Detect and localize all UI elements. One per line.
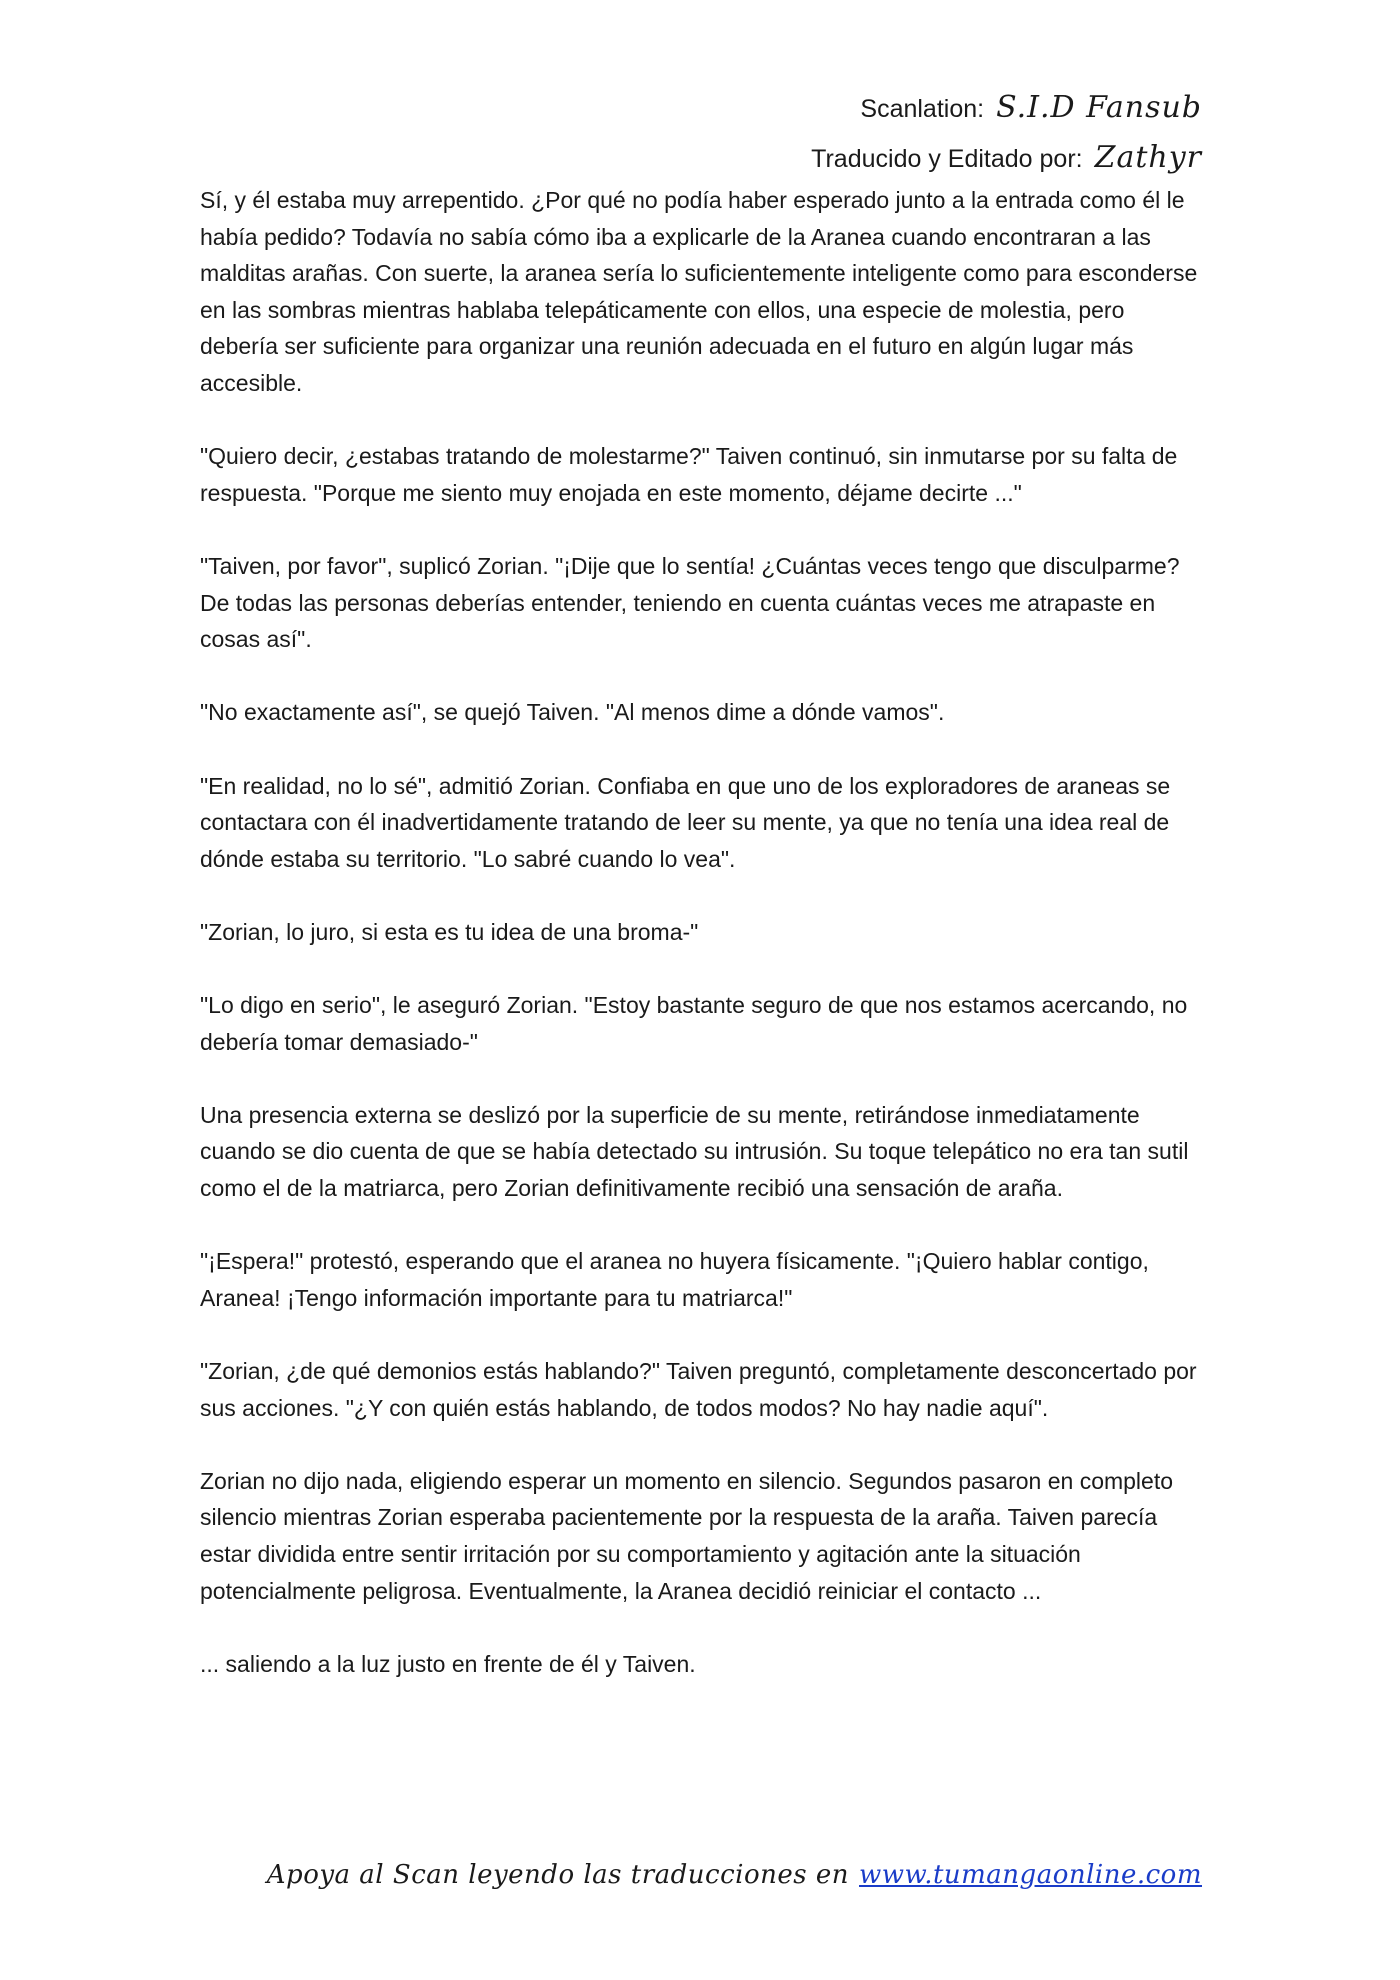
paragraph: "No exactamente así", se quejó Taiven. "Al menos dime a dónde vamos". bbox=[200, 699, 945, 726]
footer-text: Apoya al Scan leyendo las traducciones en bbox=[266, 1860, 850, 1890]
translator-name: Zathyr bbox=[1094, 140, 1202, 175]
paragraph: "Zorian, lo juro, si esta es tu idea de una broma-" bbox=[200, 918, 699, 945]
paragraph: Una presencia externa se deslizó por la superficie de su mente, retirándose inmediatamente cuando se dio cuenta de que se había detectado su intrusión. Su toque telepático no era tan sutil como el de la matriarca, pero Zorian definitivamente recibió una sensación de araña. bbox=[200, 1101, 1189, 1202]
paragraph: "Taiven, por favor", suplicó Zorian. "¡Dije que lo sentía! ¿Cuántas veces tengo que disculparme? De todas las personas deberías entender, teniendo en cuenta cuántas veces me atrapaste en cosas así". bbox=[200, 552, 1180, 653]
support-footer bbox=[267, 1860, 1202, 1890]
translator-credit bbox=[811, 140, 1202, 175]
paragraph: "Lo digo en serio", le aseguró Zorian. "Estoy bastante seguro de que nos estamos acercando, no debería tomar demasiado-" bbox=[200, 992, 1188, 1055]
paragraph: Zorian no dijo nada, eligiendo esperar un momento en silencio. Segundos pasaron en completo silencio mientras Zorian esperaba pacientemente por la respuesta de la araña. Taiven parecía estar dividida entre sentir irritación por su comportamiento y agitación ante la situación potencialmente peligrosa. Eventualmente, la Aranea decidió reiniciar el contacto ... bbox=[200, 1467, 1174, 1604]
scanlation-group: S.I.D Fansub bbox=[996, 90, 1202, 125]
paragraph: "Zorian, ¿de qué demonios estás hablando?" Taiven preguntó, completamente desconcertado por sus acciones. "¿Y con quién estás hablando, de todos modos? No hay nadie aquí". bbox=[200, 1358, 1197, 1421]
scanlation-credit bbox=[860, 90, 1202, 125]
paragraph: "En realidad, no lo sé", admitió Zorian. Confiaba en que uno de los exploradores de araneas se contactara con él inadvertidamente tratando de leer su mente, ya que no tenía una idea real de dónde estaba su territorio. "Lo sabré cuando lo vea". bbox=[200, 772, 1171, 872]
footer-link[interactable]: www.tumangaonline.com bbox=[859, 1860, 1202, 1890]
paragraph: ... saliendo a la luz justo en frente de él y Taiven. bbox=[200, 1650, 696, 1677]
paragraph: "Quiero decir, ¿estabas tratando de molestarme?" Taiven continuó, sin inmutarse por su falta de respuesta. "Porque me siento muy enojada en este momento, déjame decirte ..." bbox=[200, 443, 1178, 506]
paragraph: "¡Espera!" protestó, esperando que el aranea no huyera físicamente. "¡Quiero hablar contigo, Aranea! ¡Tengo información importante para tu matriarca!" bbox=[200, 1248, 1149, 1311]
story-text bbox=[200, 182, 1205, 1719]
paragraph: Sí, y él estaba muy arrepentido. ¿Por qué no podía haber esperado junto a la entrada como él le había pedido? Todavía no sabía cómo iba a explicarle de la Aranea cuando encontraran a las malditas arañas. Con suerte, la aranea sería lo suficientemente inteligente como para esconderse en las sombras mientras hablaba telepáticamente con ellos, una especie de molestia, pero debería ser suficiente para organizar una reunión adecuada en el futuro en algún lugar más accesible. bbox=[200, 187, 1198, 396]
scanlation-label: Scanlation: bbox=[860, 95, 985, 123]
translator-label: Traducido y Editado por: bbox=[811, 145, 1083, 173]
